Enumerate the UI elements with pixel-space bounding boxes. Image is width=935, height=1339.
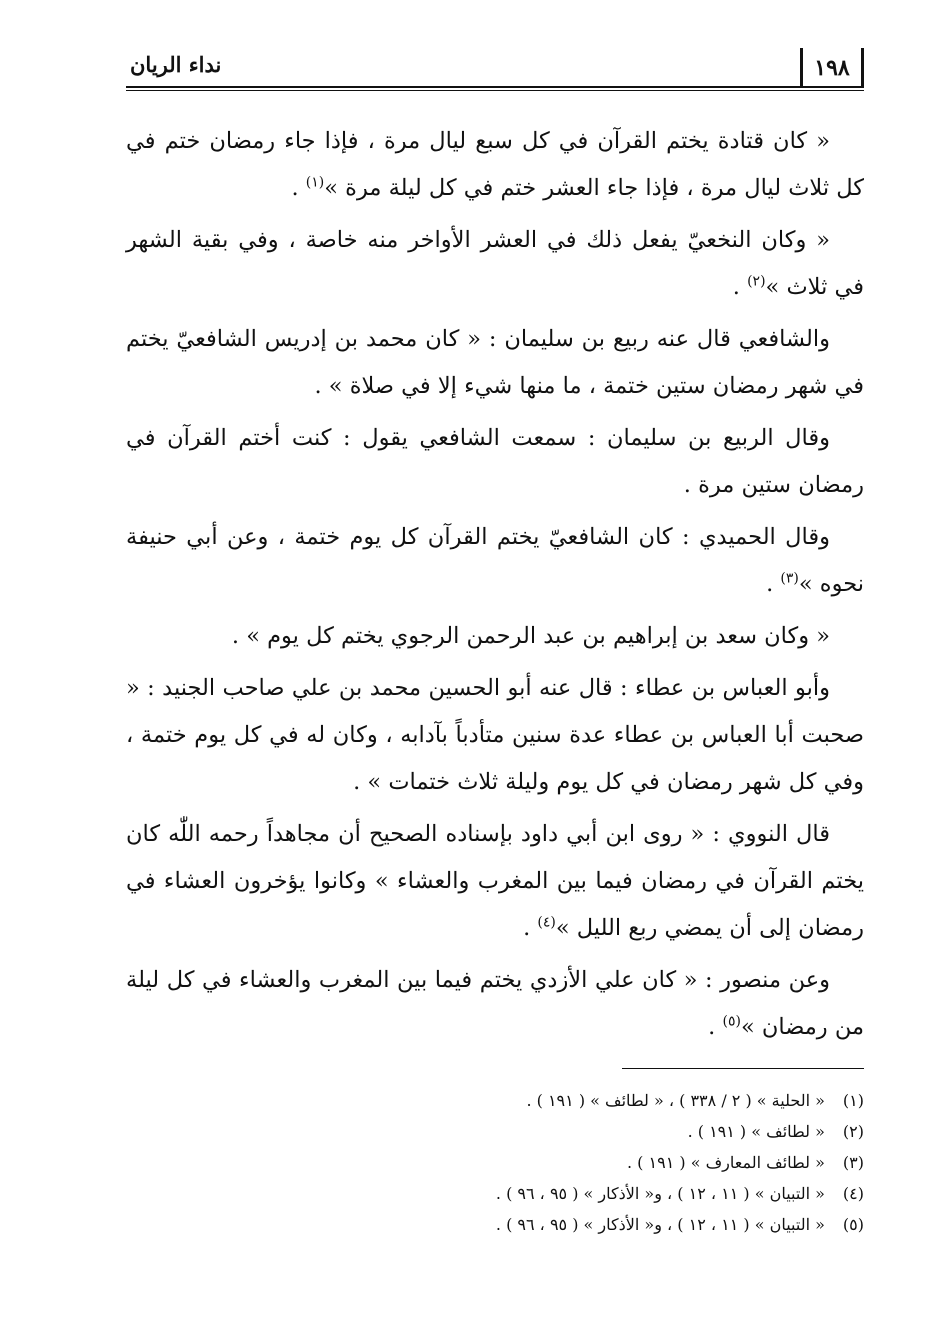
paragraph: [126, 316, 864, 410]
footnote: [126, 1085, 864, 1116]
paragraph: [126, 514, 864, 608]
paragraph: [126, 118, 864, 212]
footnote: [126, 1209, 864, 1240]
paragraph-end: .: [523, 915, 538, 941]
footnote-ref: (٤): [537, 914, 556, 931]
footnote-ref: (٣): [780, 570, 799, 587]
page-header: [126, 48, 864, 90]
paragraph-text: والشافعي قال عنه ربيع بن سليمان : « كان محمد بن إدريس الشافعيّ يختم في شهر رمضان ستين ختمة ، ما منها شيء إلا في صلاة » .: [126, 326, 864, 399]
paragraph: [126, 811, 864, 952]
footnote-number: (١): [842, 1091, 864, 1110]
paragraph-text: قال النووي : « روى ابن أبي داود بإسناده الصحيح أن مجاهداً رحمه اللّٰه كان يختم القرآن في رمضان فيما بين المغرب والعشاء » وكانوا يؤخرون العشاء في رمضان إلى أن يمضي ربع الليل »: [126, 821, 864, 941]
paragraph: [126, 415, 864, 509]
footnote-text: « لطائف » ( ١٩١ ) .: [687, 1122, 825, 1141]
paragraph-text: « وكان النخعيّ يفعل ذلك في العشر الأواخر منه خاصة ، وفي بقية الشهر في ثلاث »: [126, 227, 864, 300]
footnote-ref: (١): [305, 174, 325, 191]
footnote-separator: [622, 1068, 864, 1069]
footnote-text: « الحلية » ( ٢ / ٣٣٨ ) ، « لطائف » ( ١٩١ ) .: [526, 1091, 825, 1110]
paragraph-end: .: [732, 274, 748, 300]
paragraph-end: .: [766, 571, 781, 597]
footnotes: [126, 1085, 864, 1240]
footnote-text: « التبيان » ( ١١ ، ١٢ ) ، و« الأذكار » ( ٩٥ ، ٩٦ ) .: [495, 1215, 825, 1234]
footnote-ref: (٢): [747, 273, 766, 290]
footnote: [126, 1178, 864, 1209]
paragraph-text: وقال الربيع بن سليمان : سمعت الشافعي يقول : كنت أختم القرآن في رمضان ستين مرة .: [126, 425, 864, 498]
footnote-text: « التبيان » ( ١١ ، ١٢ ) ، و« الأذكار » ( ٩٥ ، ٩٦ ) .: [495, 1184, 825, 1203]
footnote-number: (٤): [842, 1184, 864, 1203]
body-text: [126, 118, 864, 1056]
paragraph: [126, 217, 864, 311]
footnote-number: (٣): [842, 1153, 864, 1172]
paragraph-end: .: [708, 1014, 723, 1040]
paragraph: [126, 957, 864, 1051]
paragraph-text: « كان قتادة يختم القرآن في كل سبع ليال مرة ، فإذا جاء رمضان ختم في كل ثلاث ليال مرة ، فإذا جاء العشر ختم في كل ليلة مرة »: [126, 128, 864, 201]
paragraph: [126, 613, 864, 660]
paragraph-text: وأبو العباس بن عطاء : قال عنه أبو الحسين محمد بن علي صاحب الجنيد : « صحبت أبا العباس بن عطاء عدة سنين متأدباً بآدابه ، وكان له في كل يوم ختمة ، وفي كل شهر رمضان في كل يوم وليلة ثلاث ختمات » .: [126, 675, 864, 795]
paragraph-text: وعن منصور : « كان علي الأزدي يختم فيما بين المغرب والعشاء في كل ليلة من رمضان »: [126, 967, 864, 1040]
footnote-text: « لطائف المعارف » ( ١٩١ ) .: [627, 1153, 825, 1172]
paragraph: [126, 665, 864, 806]
paragraph-text: وقال الحميدي : كان الشافعيّ يختم القرآن كل يوم ختمة ، وعن أبي حنيفة نحوه »: [126, 524, 864, 597]
paragraph-end: .: [291, 175, 306, 201]
page-number: ١٩٨: [800, 48, 864, 88]
footnote-number: (٢): [842, 1122, 864, 1141]
paragraph-text: « وكان سعد بن إبراهيم بن عبد الرحمن الرجوي يختم كل يوم » .: [231, 623, 830, 649]
footnote-number: (٥): [842, 1215, 864, 1234]
footnote-ref: (٥): [722, 1013, 741, 1030]
header-rule: [126, 86, 864, 91]
footnote: [126, 1116, 864, 1147]
footnote: [126, 1147, 864, 1178]
running-title: نداء الريان: [130, 52, 222, 77]
